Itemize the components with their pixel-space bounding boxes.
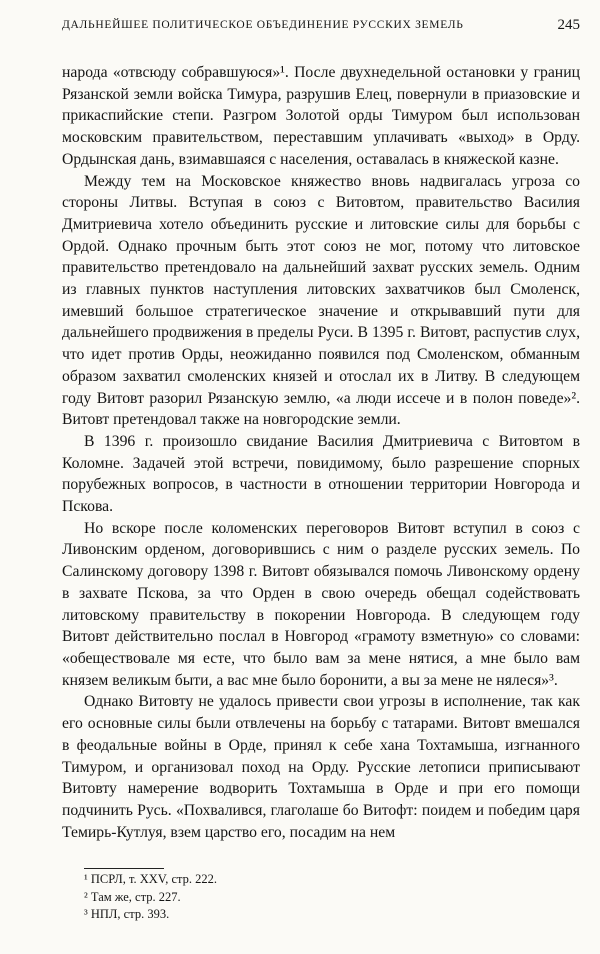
main-text <box>62 62 580 843</box>
running-header <box>62 16 580 40</box>
paragraph: Однако Витовту не удалось привести свои угрозы в исполнение, так как его основные силы были отвлечены на борьбу с татарами. Витовт вмешался в феодальные войны в Орде, принял к себе хана Тохтамыша, изгнанного Тимуром, и организовал поход на Орду. Русские летописи приписывают Витовту намерение водворить Тохтамыша в Орде и при его помощи подчинить Русь. «Похвалився, глаголаше бо Витофт: поидем и победим царя Темирь-Кутлуя, взем царство его, посадим на нем <box>62 693 580 841</box>
paragraph-continued: народа «отвсюду собравшуюся»¹. После двухнедельной остановки у границ Рязанской земли войска Тимура, разрушив Елец, повернули в приазовские и прикаспийские степи. Разгром Золотой орды Тимуром был использован московским правительством, переставшим уплачивать «выход» в Орду. Ордынская дань, взимавшаяся с населения, оставалась в княжеской казне. <box>62 64 580 168</box>
page-number: 245 <box>557 17 580 33</box>
footnote: ³ НПЛ, стр. 393. <box>84 907 170 921</box>
footnote: ¹ ПСРЛ, т. XXV, стр. 222. <box>84 872 218 886</box>
paragraph: Между тем на Московское княжество вновь надвигалась угроза со стороны Литвы. Вступая в союз с Витовтом, правительство Василия Дмитриевича хотело объединить русские и литовские силы для борьбы с Ордой. Однако прочным быть этот союз не мог, потому что литовское правительство претендовало на дальнейший захват русских земель. Одним из главных пунктов наступления литовских захватчиков был Смоленск, имевший большое стратегическое значение и открывавший пути для дальнейшего продвижения в пределы Руси. В 1395 г. Витовт, распустив слух, что идет против Орды, неожиданно появился под Смоленском, обманным образом захватил смоленских князей и отослал их в Литву. В следующем году Витовт разорил Рязанскую землю, «а люди иссече и в полон поведе»². Витовт претендовал также на новгородские земли. <box>62 172 580 429</box>
footnote-divider <box>84 868 164 869</box>
paragraph: Но вскоре после коломенских переговоров Витовт вступил в союз с Ливонским орденом, договорившись с ним о разделе русских земель. По Салинскому договору 1398 г. Витовт обязывался помочь Ливонскому ордену в захвате Пскова, за что Орден в свою очередь обещал содействовать литовскому правительству в покорении Новгорода. В следующем году Витовт действительно послал в Новгород «грамоту взметную» со словами: «обеществовале мя есте, что было вам за мене нятися, а мне было вам князем великым быти, а вас мне было боронити, а вы за мене не нялеся»³. <box>62 519 580 689</box>
paragraph: В 1396 г. произошло свидание Василия Дмитриевича с Витовтом в Коломне. Задачей этой встречи, повидимому, было разрешение спорных порубежных вопросов, в частности в отношении территории Новгорода и Пскова. <box>62 432 580 516</box>
footnotes <box>84 871 384 924</box>
footnote: ² Там же, стр. 227. <box>84 889 181 904</box>
running-title: ДАЛЬНЕЙШЕЕ ПОЛИТИЧЕСКОЕ ОБЪЕДИНЕНИЕ РУССКИХ ЗЕМЕЛЬ <box>62 19 464 31</box>
